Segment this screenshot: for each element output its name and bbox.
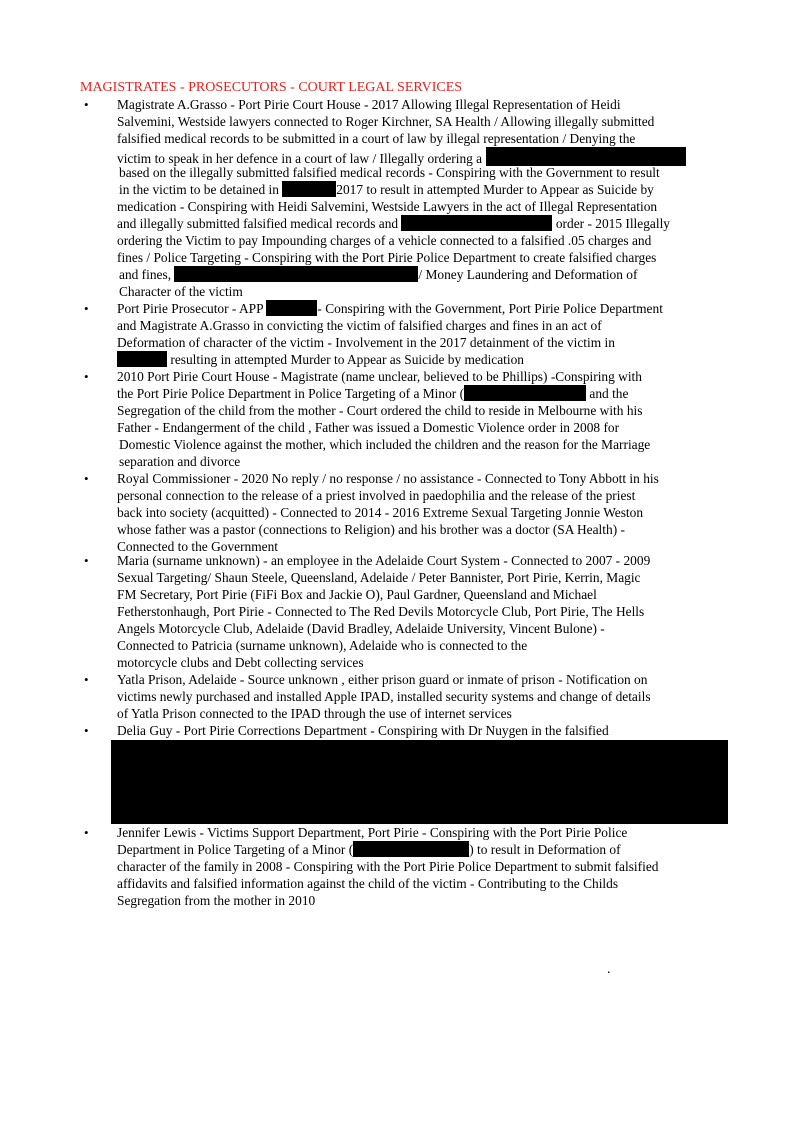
- item-text-line: Segregation of the child from the mother - Court ordered the child to reside in Melbourne with his: [117, 403, 643, 418]
- item-text-line: based on the illegally submitted falsified medical records - Conspiring with the Government to result: [119, 165, 660, 180]
- item-text-line: the Port Pirie Police Department in Police Targeting of a Minor ( and the: [117, 386, 629, 401]
- redaction-bar: [464, 385, 586, 401]
- redaction-bar: [401, 215, 552, 231]
- item-text-line: and fines, / Money Laundering and Deformation of: [119, 267, 638, 282]
- bullet: •: [84, 471, 89, 486]
- item-text-line: Character of the victim: [119, 284, 243, 299]
- item-text-line: resulting in attempted Murder to Appear as Suicide by medication: [117, 351, 524, 368]
- item-text-line: Magistrate A.Grasso - Port Pirie Court House - 2017 Allowing Illegal Representation of Heidi: [117, 97, 621, 112]
- bullet: •: [84, 723, 89, 738]
- bullet: •: [84, 301, 89, 316]
- item-text-line: motorcycle clubs and Debt collecting services: [117, 655, 364, 670]
- item-text-line: Angels Motorcycle Club, Adelaide (David Bradley, Adelaide University, Vincent Bulone) -: [117, 621, 605, 636]
- bullet: •: [84, 97, 89, 112]
- bullet: •: [84, 369, 89, 384]
- redaction-bar: [353, 841, 469, 857]
- item-text-line: Maria (surname unknown) - an employee in the Adelaide Court System - Connected to 2007 - 2009: [117, 553, 651, 568]
- redaction-block: [111, 740, 728, 824]
- redaction-bar: [174, 266, 418, 282]
- item-text-line: Jennifer Lewis - Victims Support Department, Port Pirie - Conspiring with the Port Pirie Police: [117, 825, 628, 840]
- item-text-line: Fetherstonhaugh, Port Pirie - Connected to The Red Devils Motorcycle Club, Port Pirie, The Hells: [117, 604, 645, 619]
- item-text-line: 2010 Port Pirie Court House - Magistrate (name unclear, believed to be Phillips) -Conspiring with: [117, 369, 642, 384]
- item-text-line: Father - Endangerment of the child , Father was issued a Domestic Violence order in 2008 for: [117, 420, 620, 435]
- item-text-line: and illegally submitted falsified medical records and order - 2015 Illegally: [117, 216, 670, 231]
- item-text-line: Delia Guy - Port Pirie Corrections Department - Conspiring with Dr Nuygen in the falsified: [117, 723, 609, 738]
- item-text-line: separation and divorce: [119, 454, 241, 469]
- item-text-line: and Magistrate A.Grasso in convicting the victim of falsified charges and fines in an act of: [117, 318, 602, 333]
- item-text-line: medication - Conspiring with Heidi Salvemini, Westside Lawyers in the act of Illegal Representation: [117, 199, 658, 214]
- bullet: •: [84, 672, 89, 687]
- item-text-line: Deformation of character of the victim - Involvement in the 2017 detainment of the victim in: [117, 335, 615, 350]
- redaction-bar: [266, 300, 317, 316]
- bullet: •: [84, 553, 89, 568]
- stray-dot: .: [607, 962, 611, 977]
- item-text-line: Connected to the Government: [117, 539, 279, 554]
- item-text-line: Department in Police Targeting of a Minor ( ) to result in Deformation of: [117, 842, 621, 857]
- item-text-line: character of the family in 2008 - Conspiring with the Port Pirie Police Department to submit falsified: [117, 859, 659, 874]
- item-text-line: whose father was a pastor (connections to Religion) and his brother was a doctor (SA Health) -: [117, 522, 625, 537]
- section-heading: MAGISTRATES - PROSECUTORS - COURT LEGAL SERVICES: [80, 80, 463, 95]
- item-text-line: victims newly purchased and installed Apple IPAD, installed security systems and change of details: [117, 689, 651, 704]
- item-text-line: falsified medical records to be submitted in a court of law by illegal representation / Denying the: [117, 131, 636, 146]
- item-text-line: Port Pirie Prosecutor - APP - Conspiring with the Government, Port Pirie Police Department: [117, 301, 663, 316]
- item-text-line: of Yatla Prison connected to the IPAD through the use of internet services: [117, 706, 512, 721]
- item-text-line: Royal Commissioner - 2020 No reply / no response / no assistance - Connected to Tony Abbott in his: [117, 471, 659, 486]
- bullet: •: [84, 825, 89, 840]
- item-text-line: fines / Police Targeting - Conspiring with the Port Pirie Police Department to create falsified charges: [117, 250, 657, 265]
- item-text-line: ordering the Victim to pay Impounding charges of a vehicle connected to a falsified .05 charges and: [117, 233, 652, 248]
- item-text-line: victim to speak in her defence in a court of law / Illegally ordering a: [117, 147, 686, 167]
- item-text-line: Sexual Targeting/ Shaun Steele, Queensland, Adelaide / Peter Bannister, Port Pirie, Kerrin, Magic: [117, 570, 641, 585]
- item-text-line: Segregation from the mother in 2010: [117, 893, 316, 908]
- item-text-line: back into society (acquitted) - Connected to 2014 - 2016 Extreme Sexual Targeting Jonnie Weston: [117, 505, 644, 520]
- redaction-bar: [282, 181, 336, 197]
- item-text-line: Yatla Prison, Adelaide - Source unknown , either prison guard or inmate of prison - Notification on: [117, 672, 648, 687]
- item-text-line: Salvemini, Westside lawyers connected to Roger Kirchner, SA Health / Allowing illegally submitted: [117, 114, 655, 129]
- item-text-line: affidavits and falsified information against the child of the victim - Contributing to the Childs: [117, 876, 619, 891]
- item-text-line: Connected to Patricia (surname unknown), Adelaide who is connected to the: [117, 638, 528, 653]
- item-text-line: personal connection to the release of a priest involved in paedophilia and the release of the priest: [117, 488, 636, 503]
- item-text-line: FM Secretary, Port Pirie (FiFi Box and Jackie O), Paul Gardner, Queensland and Michael: [117, 587, 597, 602]
- item-text-line: in the victim to be detained in 2017 to result in attempted Murder to Appear as Suicide by: [119, 182, 654, 197]
- item-text-line: Domestic Violence against the mother, which included the children and the reason for the Marriage: [119, 437, 651, 452]
- redaction-bar: [117, 351, 167, 367]
